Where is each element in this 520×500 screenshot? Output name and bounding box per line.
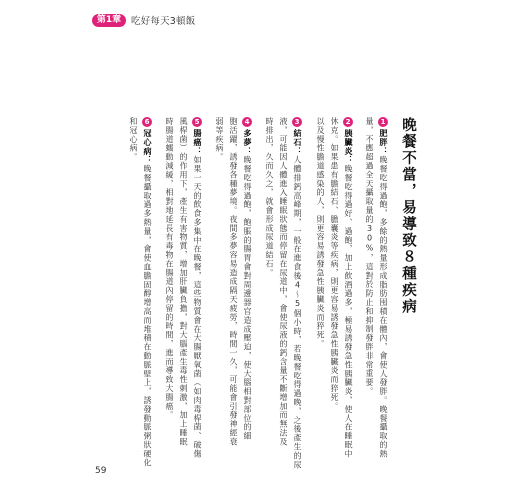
page-number: 59 [95,466,107,476]
column-text: 時排出，久而久之，就會形成尿道結石。 [265,117,274,278]
text-column [329,117,340,411]
text-column [292,117,303,469]
item-keyword: 肥胖： [379,129,388,156]
item-number-badge: 4 [243,117,251,127]
column-text: 以及慢性膽道感染的人，則更容易誘發急性胰臟炎而猝死。 [316,117,325,349]
column-text: 如果一天的飲食多集中在晚餐，這些物質會在大腸厭氧菌（如肉毒桿菌、破傷 [193,155,202,459]
text-column [315,117,326,348]
text-column [164,117,175,420]
text-column [178,117,189,446]
text-column [343,117,354,458]
column-text: 晚餐吃得過飽，飽脹的腸胃會對周邊器官造成壓迫，使大腦相對部位的細 [243,155,252,441]
item-keyword: 結石： [293,129,302,156]
column-text: 晚餐吃得過飽，多餘的熱量形成脂肪囤積在體內，會使人發胖。晚餐攝取的熱 [379,155,388,459]
column-text: 晚餐吃得過好、過飽，加上飲酒過多，極易誘發急性胰臟炎，使人在睡眠中 [344,164,353,459]
running-header-title: 吃好每天3頓飯 [131,16,196,27]
column-text: 休克。如果患有膽結石、膽囊炎等疾病，則更容易誘發急性胰臟炎而猝死。 [330,117,339,411]
column-text: 時腸道蠕動減緩，相對地延長有毒物在腸道內停留的時間，進而導致大腸癌。 [165,117,174,420]
text-column [192,117,203,458]
text-column [364,117,375,396]
item-keyword: 多夢： [243,129,252,156]
column-text: 和冠心病。 [129,117,138,162]
item-number-badge: 2 [344,117,352,127]
item-keyword: 胰臟炎： [344,129,353,165]
column-text: 胞活躍，誘發各種夢境。夜間多夢容易造成隔天疲勞，時間一久，可能會引發神經衰 [229,117,238,447]
text-column [242,117,253,441]
text-column [278,117,289,446]
column-text: 風桿菌）的作用下，產生有害物質，增加肝臟負擔，對大腦產生毒性刺激，加上睡眠 [179,117,188,447]
item-number-badge: 6 [143,117,151,127]
text-column [378,117,389,458]
column-text: 晚餐攝取過多熱量，會使血膽固醇增高而堆積在動脈壁上，誘發動脈粥狀硬化 [143,164,152,468]
column-text: 液，可能因人體進入睡眠狀態而停留在尿道中，會使尿液的鈣含量不斷增加而無法及 [279,117,288,447]
text-column [214,117,225,162]
chapter-badge: 第1章 [92,14,126,27]
text-column [228,117,239,446]
item-number-badge: 5 [193,117,201,127]
item-keyword: 冠心病： [143,129,152,165]
text-column [264,117,275,277]
item-number-badge: 1 [379,117,387,127]
column-text: 弱等疾病。 [215,117,224,162]
column-text: 量，不應超過全天攝取量的30%，這對於防止和抑制發胖非常重要。 [365,117,374,396]
text-column [142,117,153,467]
text-column [128,117,139,162]
running-header [92,13,195,27]
section-title: 晚餐不當，易導致８種疾病 [400,117,416,315]
column-text: 人體排鈣高峰期，一般在進食後4～5個小時，若晚餐吃得過晚，之後產生的尿 [293,155,302,470]
item-keyword: 腸癌： [193,129,202,156]
item-number-badge: 3 [293,117,301,127]
